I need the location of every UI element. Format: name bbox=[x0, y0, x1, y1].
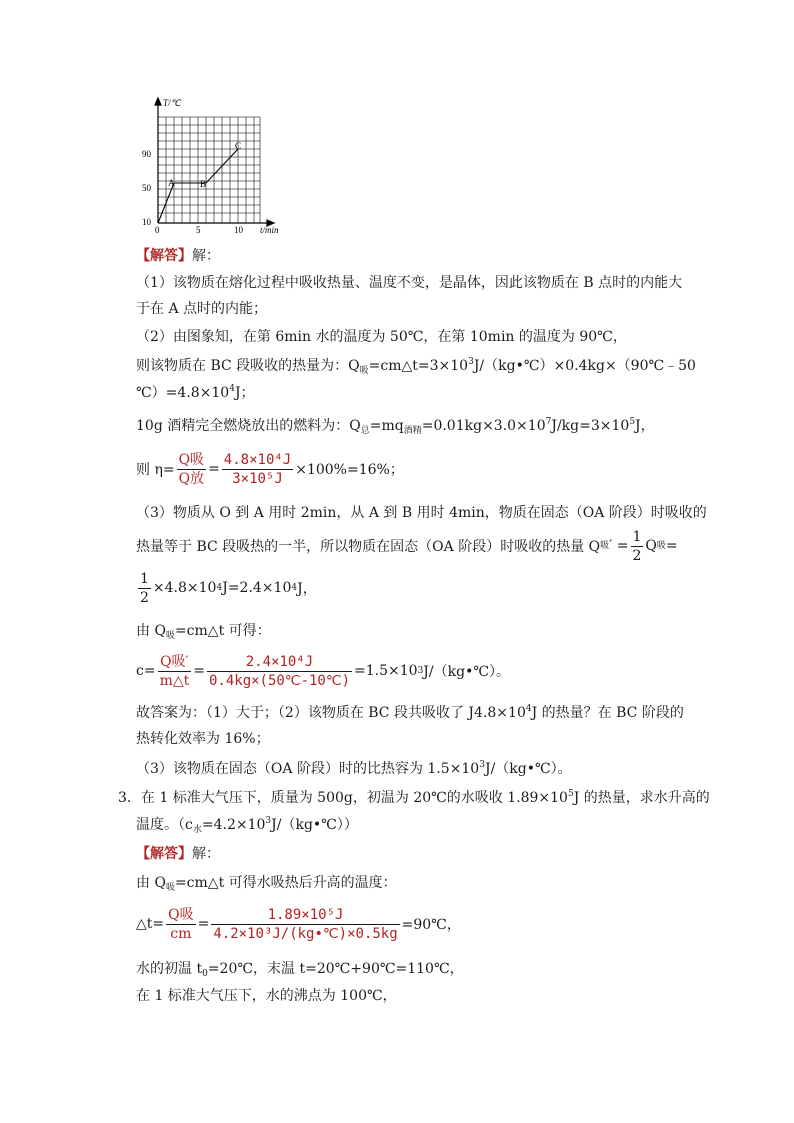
graph-y-label: T/℃ bbox=[163, 98, 181, 108]
s1-ans3: （3）该物质在固态（OA 阶段）时的比热容为 $1.5\times 10^3J/(kg•℃)$。 bbox=[136, 760, 572, 777]
s1-p3: 10g 酒精完全燃烧放出的燃料为：$Q_总=mq_{酒精}=0.01kg\times 3.0\times 10^7J/kg=3\times 10^5J$， bbox=[136, 417, 655, 436]
s1-p1b: 于在 A 点时的内能； bbox=[136, 301, 268, 317]
s1-p4b: 热量等于 BC 段吸热的一半，所以物质在固态（OA 阶段）时吸收的热量 Q 吸 ′ = $\frac{1}{2}$ Q 吸 = bbox=[136, 528, 678, 564]
q3-answer-header: 【解答】解： bbox=[136, 846, 220, 862]
q3-dt-formula: △t= $\frac{\text{Q吸}}{cm}$ = $\frac{\text{1.89×10⁵J}}{\text{4.2×10³J/(kg•℃)×0.5kg}}$ =90℃， bbox=[136, 906, 461, 942]
graph-x-tick-5: 5 bbox=[196, 225, 201, 235]
q3-line2: 温度。$(c_水=4.2\times 10^3J/(kg•℃))$ bbox=[136, 816, 358, 835]
s1-p2c: $℃)=4.8\times 10^4J$； bbox=[136, 384, 255, 401]
graph-point-b: B bbox=[200, 179, 207, 189]
graph-point-a: A bbox=[168, 178, 175, 188]
graph-x-label: t/min bbox=[260, 225, 279, 235]
graph-y-tick-50: 50 bbox=[142, 183, 151, 193]
solution-header-1: 【解答】解： bbox=[136, 248, 220, 264]
s1-p2b: 则该物质在 BC 段吸收的热量为：$Q_吸=cm\triangle t=3\times 10^3J/(kg•℃)\times 0.4kg\times(90℃﹣50$ bbox=[136, 357, 696, 376]
s1-p4c: $\frac{1}{2}$ ×4.8×10 4 J=2.4×10 4 J， bbox=[140, 570, 317, 606]
s1-p1a: （1）该物质在熔化过程中吸收热量、温度不变，是晶体，因此该物质在 B 点时的内能大 bbox=[136, 275, 683, 291]
s1-p4a: （3）物质从 O 到 A 用时 2min，从 A 到 B 用时 4min，物质在固态（OA 阶段）时吸收的 bbox=[136, 505, 707, 521]
q3-line1: 3．在 1 标准大气压下，质量为 500g，初温为 20℃的水吸收 $1.89\times 10^5J$ 的热量，求水升高的 bbox=[118, 789, 710, 806]
s1-ans2: 热转化效率为 16%； bbox=[136, 731, 270, 747]
temperature-time-graph bbox=[138, 95, 298, 235]
graph-x-tick-10: 10 bbox=[234, 225, 243, 235]
graph-point-c: C bbox=[235, 141, 242, 151]
q3-line3: 由 $Q_吸=cm\triangle t$ 可得水吸热后升高的温度： bbox=[136, 875, 397, 893]
q3-line4: 水的初温 $t_0=20℃$，末温 t=20℃+90℃=110℃， bbox=[136, 961, 464, 979]
graph-y-tick-10: 10 bbox=[142, 217, 151, 227]
s1-eta-formula: 则 η= $\frac{\text{Q吸}}{\text{Q放}}$ = $\frac{\text{4.8×10⁴J}}{\text{3×10⁵J}}$ ×100%=16%； bbox=[136, 451, 404, 487]
answer-tag: 【解答】 bbox=[136, 248, 192, 264]
graph-x-tick-0: 0 bbox=[155, 225, 160, 235]
s1-p5: 由 $Q_吸=cm\triangle t$ 可得： bbox=[136, 623, 271, 641]
graph-grid bbox=[158, 117, 260, 223]
s1-p2a: （2）由图象知，在第 6min 水的温度为 50℃，在第 10min 的温度为 90℃， bbox=[136, 329, 627, 345]
q3-line5: 在 1 标准大气压下，水的沸点为 100℃， bbox=[136, 988, 397, 1004]
s1-c-formula: c= $\frac{\text{Q吸′}}{m\triangle t}$ = $\frac{\text{2.4×10⁴J}}{0.4kg\times(50℃-10℃)}$ =1.5×10 3 J/（kg•℃）。 bbox=[136, 653, 510, 689]
graph-y-tick-90: 90 bbox=[142, 149, 151, 159]
s1-ans1: 故答案为：（1）大于；（2）该物质在 BC 段共吸收了 $J4.8\times 10^4J$ 的热量？在 BC 阶段的 bbox=[136, 704, 684, 721]
